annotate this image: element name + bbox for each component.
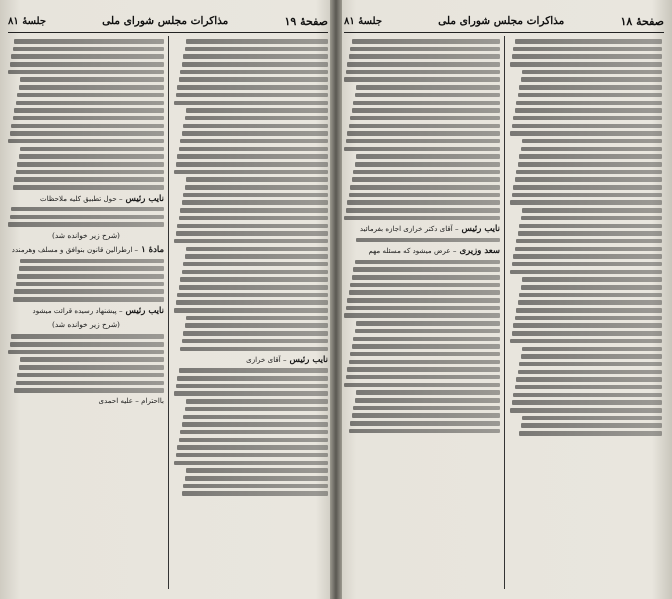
text-line bbox=[14, 177, 164, 182]
text-line bbox=[179, 77, 328, 82]
text-line bbox=[516, 101, 662, 106]
text-line bbox=[510, 339, 662, 344]
speaker-label: نایب رئیس – آقای خرازی bbox=[246, 355, 328, 365]
text-line bbox=[179, 216, 328, 221]
text-line bbox=[512, 400, 662, 405]
text-line bbox=[350, 283, 500, 288]
text-line bbox=[518, 231, 662, 236]
text-line bbox=[521, 354, 662, 359]
text-line bbox=[177, 224, 328, 229]
text-line bbox=[347, 367, 500, 372]
text-line bbox=[16, 170, 164, 175]
text-line bbox=[19, 365, 164, 370]
text-line bbox=[11, 54, 164, 59]
text-line bbox=[182, 270, 328, 275]
text-line bbox=[519, 362, 662, 367]
text-line bbox=[16, 282, 164, 287]
session-number: جلسهٔ ۸۱ bbox=[8, 15, 47, 27]
text-line bbox=[180, 347, 328, 352]
column-divider bbox=[168, 36, 169, 589]
text-line bbox=[347, 200, 500, 205]
text-line bbox=[519, 154, 662, 159]
text-line bbox=[179, 147, 328, 152]
text-line bbox=[177, 376, 328, 381]
text-line bbox=[186, 468, 328, 473]
text-line bbox=[344, 313, 500, 318]
center-note: (شرح زیر خوانده شد) bbox=[52, 230, 120, 240]
text-line bbox=[185, 47, 328, 52]
text-line bbox=[355, 260, 500, 265]
text-line bbox=[180, 70, 328, 75]
text-line bbox=[17, 93, 164, 98]
speaker-label: نایب رئیس – پیشنهاد رسیده قرائت میشود bbox=[32, 305, 164, 316]
text-line bbox=[355, 398, 500, 403]
text-line bbox=[14, 388, 164, 393]
text-line bbox=[350, 421, 500, 426]
text-line bbox=[182, 62, 328, 67]
text-line bbox=[176, 300, 328, 305]
center-note: (شرح زیر خوانده شد) bbox=[52, 320, 120, 329]
text-line bbox=[349, 193, 500, 198]
text-line bbox=[352, 344, 500, 349]
text-line bbox=[8, 139, 164, 144]
text-line bbox=[20, 357, 164, 362]
text-line bbox=[177, 445, 328, 450]
text-line bbox=[515, 177, 662, 182]
text-line bbox=[519, 85, 662, 90]
text-line bbox=[176, 93, 328, 98]
text-line bbox=[185, 254, 328, 259]
text-line bbox=[512, 54, 662, 59]
text-line bbox=[8, 350, 164, 355]
text-line bbox=[19, 85, 164, 90]
text-line bbox=[186, 177, 328, 182]
page-18 bbox=[336, 0, 672, 599]
text-line bbox=[346, 306, 500, 311]
text-line bbox=[13, 47, 164, 52]
text-line bbox=[350, 352, 500, 357]
text-line bbox=[180, 277, 328, 282]
text-line bbox=[513, 323, 662, 328]
text-line bbox=[174, 391, 328, 396]
text-line bbox=[16, 381, 164, 386]
text-column-right bbox=[174, 36, 328, 591]
text-line bbox=[186, 108, 328, 113]
text-line bbox=[180, 139, 328, 144]
text-line bbox=[185, 185, 328, 190]
text-line bbox=[350, 47, 500, 52]
text-line bbox=[177, 154, 328, 159]
text-line bbox=[349, 429, 500, 434]
text-line bbox=[353, 101, 500, 106]
text-line bbox=[522, 208, 662, 213]
text-line bbox=[355, 329, 500, 334]
text-line bbox=[515, 108, 662, 113]
text-line bbox=[182, 131, 328, 136]
text-line bbox=[516, 170, 662, 175]
text-line bbox=[185, 476, 328, 481]
text-line bbox=[174, 239, 328, 244]
text-line bbox=[182, 491, 328, 496]
text-line bbox=[512, 262, 662, 267]
text-line bbox=[347, 62, 500, 67]
text-line bbox=[521, 285, 662, 290]
text-line bbox=[346, 139, 500, 144]
text-line bbox=[16, 101, 164, 106]
text-line bbox=[17, 162, 164, 167]
text-line bbox=[352, 39, 500, 44]
page-number: صفحهٔ ۱۸ bbox=[620, 14, 664, 28]
text-line bbox=[513, 254, 662, 259]
page-title: مذاکرات مجلس شورای ملی bbox=[102, 15, 229, 27]
text-line bbox=[352, 413, 500, 418]
text-line bbox=[519, 431, 662, 436]
text-line bbox=[353, 406, 500, 411]
text-line bbox=[183, 262, 328, 267]
text-line bbox=[346, 70, 500, 75]
text-line bbox=[8, 70, 164, 75]
text-line bbox=[185, 116, 328, 121]
text-line bbox=[19, 154, 164, 159]
text-line bbox=[176, 162, 328, 167]
text-line bbox=[515, 247, 662, 252]
speaker-label: نایب رئیس – آقای دکتر خرازی اجازه بفرمائید bbox=[359, 224, 500, 235]
text-line bbox=[344, 216, 500, 221]
text-line bbox=[349, 360, 500, 365]
text-line bbox=[356, 238, 500, 243]
text-line bbox=[17, 274, 164, 279]
text-line bbox=[356, 85, 500, 90]
text-line bbox=[344, 383, 500, 388]
session-number: جلسهٔ ۸۱ bbox=[344, 15, 383, 27]
text-line bbox=[350, 185, 500, 190]
text-line bbox=[182, 422, 328, 427]
text-line bbox=[519, 293, 662, 298]
text-line bbox=[344, 77, 500, 82]
text-line bbox=[349, 290, 500, 295]
text-line bbox=[510, 131, 662, 136]
text-line bbox=[174, 461, 328, 466]
text-line bbox=[183, 124, 328, 129]
text-line bbox=[518, 93, 662, 98]
text-line bbox=[179, 285, 328, 290]
text-line bbox=[353, 267, 500, 272]
text-line bbox=[176, 231, 328, 236]
text-line bbox=[14, 39, 164, 44]
text-line bbox=[522, 277, 662, 282]
text-line bbox=[183, 415, 328, 420]
text-line bbox=[11, 124, 164, 129]
page-header bbox=[8, 10, 328, 33]
text-line bbox=[177, 293, 328, 298]
text-line bbox=[183, 193, 328, 198]
text-line bbox=[183, 331, 328, 336]
text-line bbox=[352, 108, 500, 113]
page-title: مذاکرات مجلس شورای ملی bbox=[438, 15, 565, 27]
text-line bbox=[10, 131, 164, 136]
text-line bbox=[347, 131, 500, 136]
text-line bbox=[519, 224, 662, 229]
text-line bbox=[176, 453, 328, 458]
page-number: صفحهٔ ۱۹ bbox=[284, 14, 328, 28]
text-line bbox=[518, 370, 662, 375]
text-line bbox=[10, 342, 164, 347]
text-line bbox=[13, 297, 164, 302]
text-line bbox=[186, 399, 328, 404]
text-line bbox=[182, 339, 328, 344]
text-line bbox=[356, 154, 500, 159]
text-line bbox=[352, 275, 500, 280]
text-line bbox=[20, 77, 164, 82]
text-line bbox=[183, 484, 328, 489]
text-line bbox=[515, 39, 662, 44]
speaker-label: سعد وزیری – عرض میشود که مسئله مهم bbox=[368, 246, 500, 257]
text-line bbox=[13, 116, 164, 121]
text-line bbox=[14, 289, 164, 294]
text-line bbox=[350, 116, 500, 121]
text-line bbox=[11, 207, 164, 212]
text-line bbox=[8, 222, 164, 227]
text-line bbox=[513, 47, 662, 52]
text-line bbox=[174, 308, 328, 313]
text-line bbox=[518, 300, 662, 305]
text-line bbox=[512, 331, 662, 336]
article-label: مادهٔ ۱ – ارطرالین قانون بنوافق و مسلف وهرمندد bbox=[11, 245, 164, 256]
text-line bbox=[522, 70, 662, 75]
text-column-left bbox=[344, 36, 500, 591]
text-line bbox=[516, 377, 662, 382]
text-line bbox=[516, 239, 662, 244]
text-line bbox=[176, 384, 328, 389]
text-line bbox=[14, 108, 164, 113]
text-line bbox=[513, 393, 662, 398]
text-line bbox=[513, 116, 662, 121]
text-line bbox=[346, 375, 500, 380]
text-line bbox=[17, 373, 164, 378]
text-line bbox=[353, 337, 500, 342]
text-column-right bbox=[510, 36, 662, 591]
text-line bbox=[510, 200, 662, 205]
text-line bbox=[20, 147, 164, 152]
text-line bbox=[10, 62, 164, 67]
text-line bbox=[356, 321, 500, 326]
text-line bbox=[180, 208, 328, 213]
text-line bbox=[185, 323, 328, 328]
text-line bbox=[510, 408, 662, 413]
text-line bbox=[179, 438, 328, 443]
text-line bbox=[353, 170, 500, 175]
text-line bbox=[346, 208, 500, 213]
text-line bbox=[355, 93, 500, 98]
text-line bbox=[355, 162, 500, 167]
text-line bbox=[356, 390, 500, 395]
text-line bbox=[13, 185, 164, 190]
text-line bbox=[521, 147, 662, 152]
text-line bbox=[515, 385, 662, 390]
speaker-label: نایب رئیس – حول تطبیق کلیه ملاحظات bbox=[40, 193, 164, 204]
column-divider bbox=[504, 36, 505, 589]
text-line bbox=[521, 77, 662, 82]
text-line bbox=[513, 185, 662, 190]
text-line bbox=[349, 54, 500, 59]
text-line bbox=[522, 347, 662, 352]
text-line bbox=[179, 368, 328, 373]
text-column-left bbox=[8, 36, 164, 591]
text-line bbox=[182, 200, 328, 205]
text-line bbox=[518, 162, 662, 167]
text-line bbox=[174, 170, 328, 175]
text-line bbox=[347, 298, 500, 303]
text-line bbox=[515, 316, 662, 321]
text-line bbox=[186, 39, 328, 44]
text-line bbox=[20, 259, 164, 264]
text-line bbox=[512, 193, 662, 198]
text-line bbox=[512, 124, 662, 129]
text-line bbox=[349, 124, 500, 129]
text-line bbox=[344, 147, 500, 152]
book-gutter bbox=[330, 0, 342, 599]
text-line bbox=[185, 407, 328, 412]
closing-line: بااحترام – علیه احمدی bbox=[98, 395, 164, 405]
text-line bbox=[177, 85, 328, 90]
text-line bbox=[183, 54, 328, 59]
page-header bbox=[344, 10, 664, 33]
text-line bbox=[521, 216, 662, 221]
text-line bbox=[180, 430, 328, 435]
text-line bbox=[521, 423, 662, 428]
text-line bbox=[522, 416, 662, 421]
text-line bbox=[186, 316, 328, 321]
text-line bbox=[516, 308, 662, 313]
text-line bbox=[510, 62, 662, 67]
text-line bbox=[19, 266, 164, 271]
text-line bbox=[174, 101, 328, 106]
text-line bbox=[10, 215, 164, 220]
text-line bbox=[11, 334, 164, 339]
text-line bbox=[510, 270, 662, 275]
text-line bbox=[522, 139, 662, 144]
text-line bbox=[352, 177, 500, 182]
text-line bbox=[186, 247, 328, 252]
